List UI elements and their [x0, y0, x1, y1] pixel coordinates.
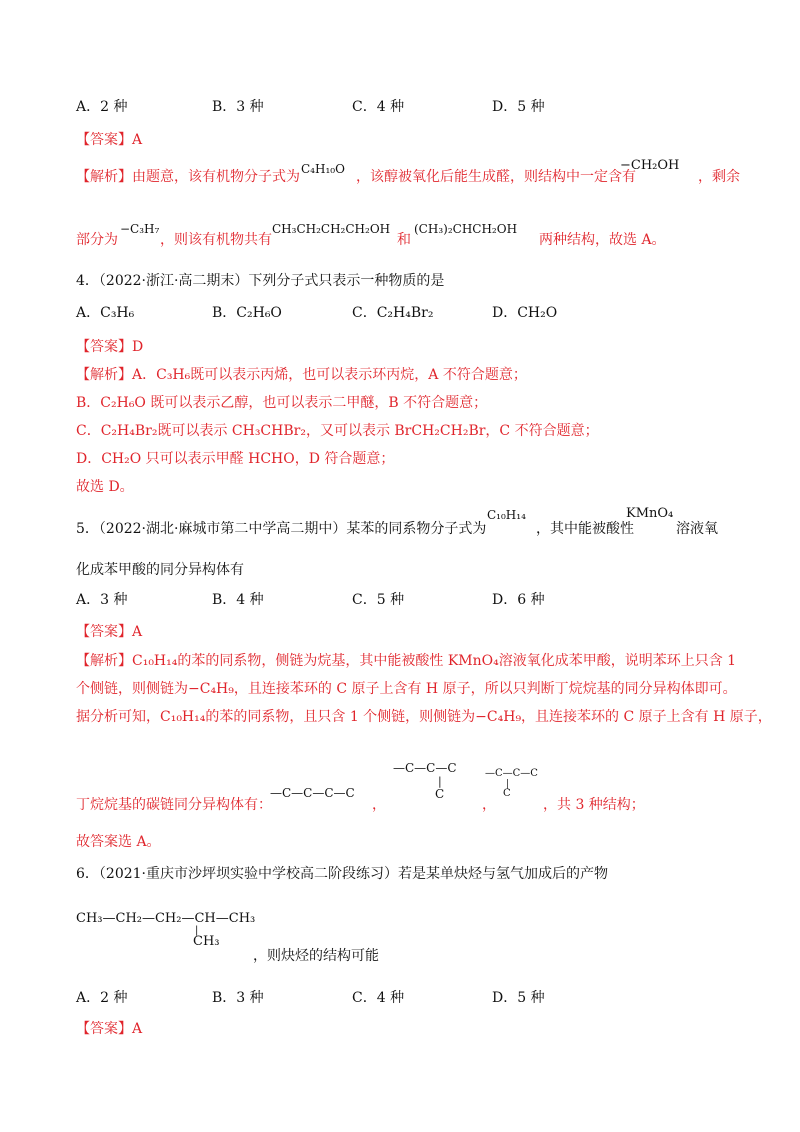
analysis-text: ，则该有机物共有: [160, 232, 272, 248]
q5-option-b: B．4 种: [212, 592, 264, 608]
q4-analysis-line-5: 故选 D。: [76, 479, 134, 495]
stem-text: 溶液氧: [676, 521, 718, 537]
analysis-text: A．C₃H₆既可以表示丙烯，也可以表示环丙烷，A 不符合题意；: [132, 367, 527, 383]
formula-isobutanol: (CH₃)₂CHCH₂OH: [414, 222, 518, 236]
answer-label: 【答案】: [76, 339, 132, 355]
q6-options: [76, 988, 726, 1008]
q6-answer: [76, 1019, 142, 1039]
comma: ，: [482, 797, 496, 813]
q5-options: [76, 590, 726, 610]
q4-options: [76, 303, 726, 323]
stem-text: 5．（2022·湖北·麻城市第二中学高二期中）某苯的同系物分子式为: [76, 521, 487, 537]
q4-option-a: A．C₃H₆: [76, 305, 135, 321]
analysis-text: 和: [397, 232, 411, 248]
carbon-chain-2-branch: C: [435, 787, 445, 801]
q6-stem: 6．（2021·重庆市沙坪坝实验中学校高二阶段练习）若是某单炔烃与氢气加成后的产物: [76, 866, 608, 882]
q4-option-c: C．C₂H₄Br₂: [352, 305, 434, 321]
q6-option-c: C．4 种: [352, 990, 405, 1006]
q4-analysis-line-1: [76, 365, 527, 385]
carbon-chain-3-branch: C: [503, 788, 511, 799]
q6-structure-main: CH₃—CH₂—CH₂—CH—CH₃: [76, 911, 256, 926]
q6-option-b: B．3 种: [212, 990, 264, 1006]
analysis-label: 【解析】: [76, 169, 132, 185]
answer-value: A: [132, 624, 143, 640]
q3-option-d: D．5 种: [492, 99, 545, 115]
q3-answer: [76, 130, 142, 150]
carbon-chain-1: —C—C—C—C: [270, 786, 355, 800]
formula-kmno4: KMnO₄: [626, 506, 674, 521]
formula-c10h14: C₁₀H₁₄: [487, 508, 526, 522]
answer-value: D: [132, 339, 144, 355]
q5-analysis-line-1: [76, 651, 736, 671]
q6-option-d: D．5 种: [492, 990, 545, 1006]
carbon-chain-3-main: —C—C—C: [485, 768, 538, 779]
q4-option-b: B．C₂H₆O: [212, 305, 282, 321]
q3-option-c: C．4 种: [352, 99, 405, 115]
chain-intro: 丁烷烷基的碳链同分异构体有：: [76, 797, 272, 813]
carbon-chain-2-main: —C—C—C: [393, 761, 457, 775]
q5-conclusion: 故答案选 A。: [76, 834, 161, 850]
q5-stem-line-2: 化成苯甲酸的同分异构体有: [76, 562, 244, 578]
answer-label: 【答案】: [76, 624, 132, 640]
q3-options: [76, 97, 726, 117]
q3-option-a: A．2 种: [76, 99, 128, 115]
answer-label: 【答案】: [76, 132, 132, 148]
analysis-text: 部分为: [76, 232, 118, 248]
q5-option-d: D．6 种: [492, 592, 545, 608]
comma: ，: [372, 797, 386, 813]
q4-option-d: D．CH₂O: [492, 305, 558, 321]
q5-option-c: C．5 种: [352, 592, 405, 608]
q4-analysis-line-3: C．C₂H₄Br₂既可以表示 CH₃CHBr₂，又可以表示 BrCH₂CH₂Br，C 不符合题意；: [76, 423, 599, 439]
q5-stem-line-1: [76, 519, 486, 539]
analysis-label: 【解析】: [76, 367, 132, 383]
analysis-text: 由题意，该有机物分子式为: [132, 169, 300, 185]
q6-option-a: A．2 种: [76, 990, 128, 1006]
analysis-label: 【解析】: [76, 653, 132, 669]
q4-analysis-line-2: B．C₂H₆O 既可以表示乙醇，也可以表示二甲醚，B 不符合题意；: [76, 395, 488, 411]
answer-value: A: [132, 132, 143, 148]
answer-label: 【答案】: [76, 1021, 132, 1037]
analysis-text: ，该醇被氧化后能生成醛，则结构中一定含有: [356, 169, 636, 185]
formula-c4h10o: C₄H₁₀O: [301, 162, 345, 176]
analysis-text: C₁₀H₁₄的苯的同系物，侧链为烷基，其中能被酸性 KMnO₄溶液氧化成苯甲酸，说明苯环上只含 1: [132, 653, 737, 669]
q4-analysis-line-4: D．CH₂O 只可以表示甲醛 HCHO，D 符合题意；: [76, 451, 395, 467]
answer-value: A: [132, 1021, 143, 1037]
analysis-text: 两种结构，故选 A。: [539, 232, 666, 248]
q5-option-a: A．3 种: [76, 592, 128, 608]
carbon-chain-2-bond: |: [438, 775, 442, 788]
q5-analysis-line-3: 据分析可知，C₁₀H₁₄的苯的同系物，且只含 1 个侧链，则侧链为−C₄H₉，且连接苯环的 C 原子上含有 H 原子，: [76, 709, 772, 725]
q6-structure-branch: CH₃: [193, 934, 220, 949]
analysis-text: ，剩余: [698, 169, 740, 185]
q5-analysis-line-2: 个侧链，则侧链为−C₄H₉，且连接苯环的 C 原子上含有 H 原子，所以只判断丁烷烷基的同分异构体即可。: [76, 681, 737, 697]
stem-text: ，其中能被酸性: [536, 521, 634, 537]
q3-option-b: B．3 种: [212, 99, 264, 115]
q5-answer: [76, 622, 142, 642]
q6-stem-line-2: ，则炔烃的结构可能: [253, 948, 379, 964]
q6-structure-bond: |: [195, 925, 199, 936]
q4-stem: 4．（2022·浙江·高二期末）下列分子式只表示一种物质的是: [76, 273, 445, 289]
formula-butanol: CH₃CH₂CH₂CH₂OH: [272, 222, 391, 236]
carbon-chain-3-bond: |: [506, 779, 510, 789]
chain-end-text: ，共 3 种结构；: [543, 797, 645, 813]
formula-ch2oh: −CH₂OH: [620, 158, 680, 173]
q4-answer: [76, 337, 143, 357]
formula-c3h7: −C₃H₇: [120, 222, 160, 236]
q3-analysis-line-2: [76, 230, 118, 250]
